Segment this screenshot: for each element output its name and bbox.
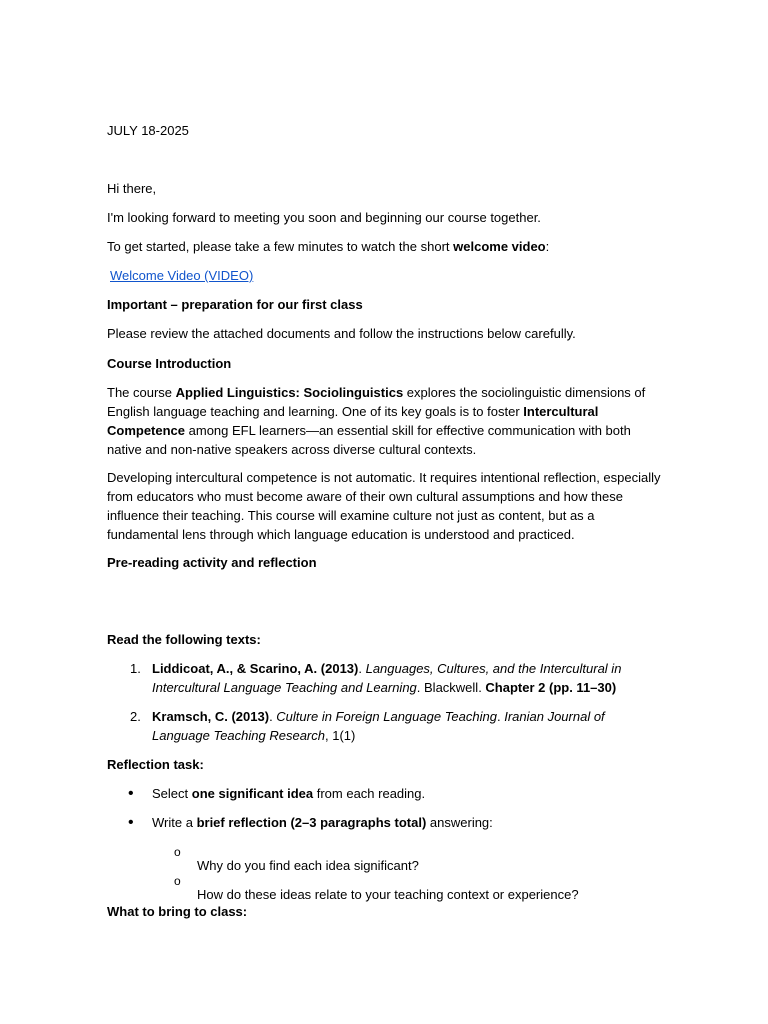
reflection-heading: Reflection task: — [107, 757, 204, 772]
reading-number: 1. — [130, 661, 141, 676]
reading-number: 2. — [130, 709, 141, 724]
readings-heading: Read the following texts: — [107, 632, 261, 647]
bullet-item: Write a brief reflection (2–3 paragraphs total) answering: — [152, 815, 493, 830]
video-link-line — [110, 266, 665, 285]
video-prompt: To get started, please take a few minutes to watch the short welcome video: — [107, 239, 550, 254]
sub-bullet-icon: o — [174, 874, 181, 888]
sub-bullet-icon: o — [174, 845, 181, 859]
bullet-item: Select one significant idea from each reading. — [152, 786, 426, 801]
greeting: Hi there, — [107, 181, 157, 196]
reading-item: Liddicoat, A., & Scarino, A. (2013). Languages, Cultures, and the Intercultural in Intercultural Language Teaching and Learning. Blackwell. Chapter 2 (pp. 11–30) — [152, 661, 622, 695]
welcome-video-link[interactable]: Welcome Video (VIDEO) — [110, 268, 254, 283]
competence-paragraph: Developing intercultural competence is not automatic. It requires intentional reflection, especially from educators who must become aware of their own cultural assumptions and how these influence their teaching. This course will examine culture not just as content, but as a fundamental lens through which language education is understood and practiced. — [107, 470, 661, 542]
course-intro-heading: Course Introduction — [107, 356, 232, 371]
sub-bullet-item: Why do you find each idea significant? — [197, 858, 419, 873]
sub-bullet-item: How do these ideas relate to your teaching context or experience? — [197, 887, 579, 902]
bring-heading: What to bring to class: — [107, 904, 248, 919]
reading-item: Kramsch, C. (2013). Culture in Foreign Language Teaching. Iranian Journal of Language Teaching Research, 1(1) — [152, 709, 605, 743]
bullet-icon: • — [128, 785, 134, 802]
bullet-icon: • — [128, 814, 134, 831]
review-instructions: Please review the attached documents and follow the instructions below carefully. — [107, 326, 576, 341]
important-heading: Important – preparation for our first class — [107, 297, 363, 312]
course-description: The course Applied Linguistics: Sociolinguistics explores the sociolinguistic dimensions of English language teaching and learning. One of its key goals is to foster Intercultural Competence among EFL learners—an essential skill for effective communication with both native and non-native speakers across diverse cultural contexts. — [107, 385, 646, 457]
letter-date: JULY 18-2025 — [107, 123, 189, 138]
prereading-heading: Pre-reading activity and reflection — [107, 555, 317, 570]
intro-paragraph: I'm looking forward to meeting you soon and beginning our course together. — [107, 210, 541, 225]
